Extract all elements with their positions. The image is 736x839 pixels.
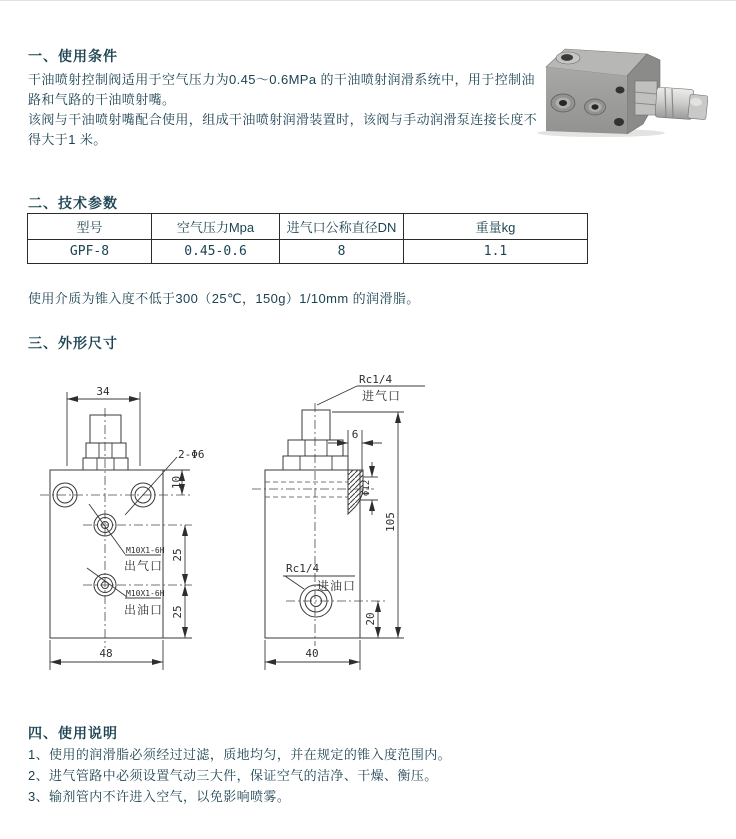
cell-model: GPF-8 (28, 240, 152, 264)
cell-weight: 1.1 (404, 240, 588, 264)
side-view-drawing (252, 373, 425, 670)
dim-phi12-label: Φ12 (362, 479, 372, 497)
oil-inlet-name-label: 进油口 (317, 579, 357, 593)
side-nut-lower (283, 456, 348, 470)
paragraph-line: 路和气路的干油喷射嘴。 (28, 92, 176, 107)
grease-note: 使用介质为锥入度不低于300（25℃，150g）1/10mm 的润滑脂。 (28, 291, 420, 306)
holes-2phi6-label: 2-Φ6 (178, 448, 205, 461)
list-item: 1、使用的润滑脂必须经过过滤，质地均匀，并在规定的锥入度范围内。 (28, 747, 452, 762)
usage-instructions-list (28, 744, 451, 807)
paragraph-line: 干油喷射控制阀适用于空气压力为0.45～0.6MPa 的干油喷射润滑系统中，用于控制油 (28, 72, 535, 87)
cell-pressure: 0.45-0.6 (152, 240, 280, 264)
col-header-inlet-dn: 进气口公称直径DN (280, 214, 404, 240)
leader-line (285, 576, 304, 589)
list-item: 3、输剂管内不许进入空气，以免影响喷雾。 (28, 789, 291, 804)
paragraph-line: 该阀与干油喷射嘴配合使用，组成干油喷射润滑装置时，该阀与手动润滑泵连接长度不 (28, 112, 538, 127)
port-oil-thread-label: M10X1-6H (126, 589, 165, 598)
sectioned-boss (348, 470, 363, 514)
leader-line (317, 386, 357, 405)
side-stem (302, 410, 330, 440)
dim-6-label: 6 (351, 428, 359, 441)
section2-heading: 二、技术参数 (28, 195, 118, 211)
dimension-drawings (0, 358, 460, 706)
front-nut-lower (83, 458, 128, 470)
side-nut-upper (288, 440, 343, 456)
small-hole-upper (616, 87, 625, 94)
section4-heading: 四、使用说明 (28, 725, 118, 741)
front-port-right-hole (592, 104, 599, 109)
inlet-thread-label: Rc1/4 (359, 373, 393, 386)
paragraph-line: 得大于1 米。 (28, 132, 107, 147)
section1-paragraph (28, 70, 537, 150)
col-header-pressure: 空气压力Mpa (152, 214, 280, 240)
side-body-outline (265, 470, 360, 638)
product-photo-image (523, 36, 708, 138)
tech-params-table (27, 213, 588, 264)
dim-40-label: 40 (305, 647, 319, 660)
product-photo (523, 36, 708, 138)
col-header-model: 型号 (28, 214, 152, 240)
list-item: 2、进气管路中必须设置气动三大件，保证空气的洁净、干燥、衡压。 (28, 768, 438, 783)
col-header-weight: 重量kg (404, 214, 588, 240)
front-stem (90, 415, 121, 443)
section1-heading: 一、使用条件 (28, 48, 118, 64)
port-air-thread-label: M10X1-6H (126, 546, 165, 555)
front-view-drawing (40, 385, 205, 670)
dim-25-upper-label: 25 (171, 548, 184, 562)
dim-20-label: 20 (364, 612, 377, 626)
page-top-divider (0, 0, 736, 1)
table-header-row (28, 214, 588, 240)
port-oil-name-label: 出油口 (124, 603, 164, 617)
top-port-hole (561, 54, 573, 61)
dim-34-label: 34 (96, 385, 110, 398)
dim-10-label: 10 (170, 475, 183, 490)
cell-inlet-dn: 8 (280, 240, 404, 264)
small-hole-lower (614, 118, 624, 126)
outlet-fitting (635, 81, 708, 120)
oil-inlet-thread-label: Rc1/4 (286, 562, 320, 575)
front-nut-upper (86, 443, 126, 458)
dim-25-lower-label: 25 (171, 605, 184, 619)
section3-heading: 三、外形尺寸 (28, 335, 118, 351)
table-row (28, 240, 588, 264)
dim-105-label: 105 (384, 512, 397, 532)
port-air-name-label: 出气口 (124, 559, 164, 573)
inlet-name-label: 进气口 (362, 389, 402, 403)
front-port-left-hole (559, 100, 567, 106)
dim-48-label: 48 (99, 647, 113, 660)
